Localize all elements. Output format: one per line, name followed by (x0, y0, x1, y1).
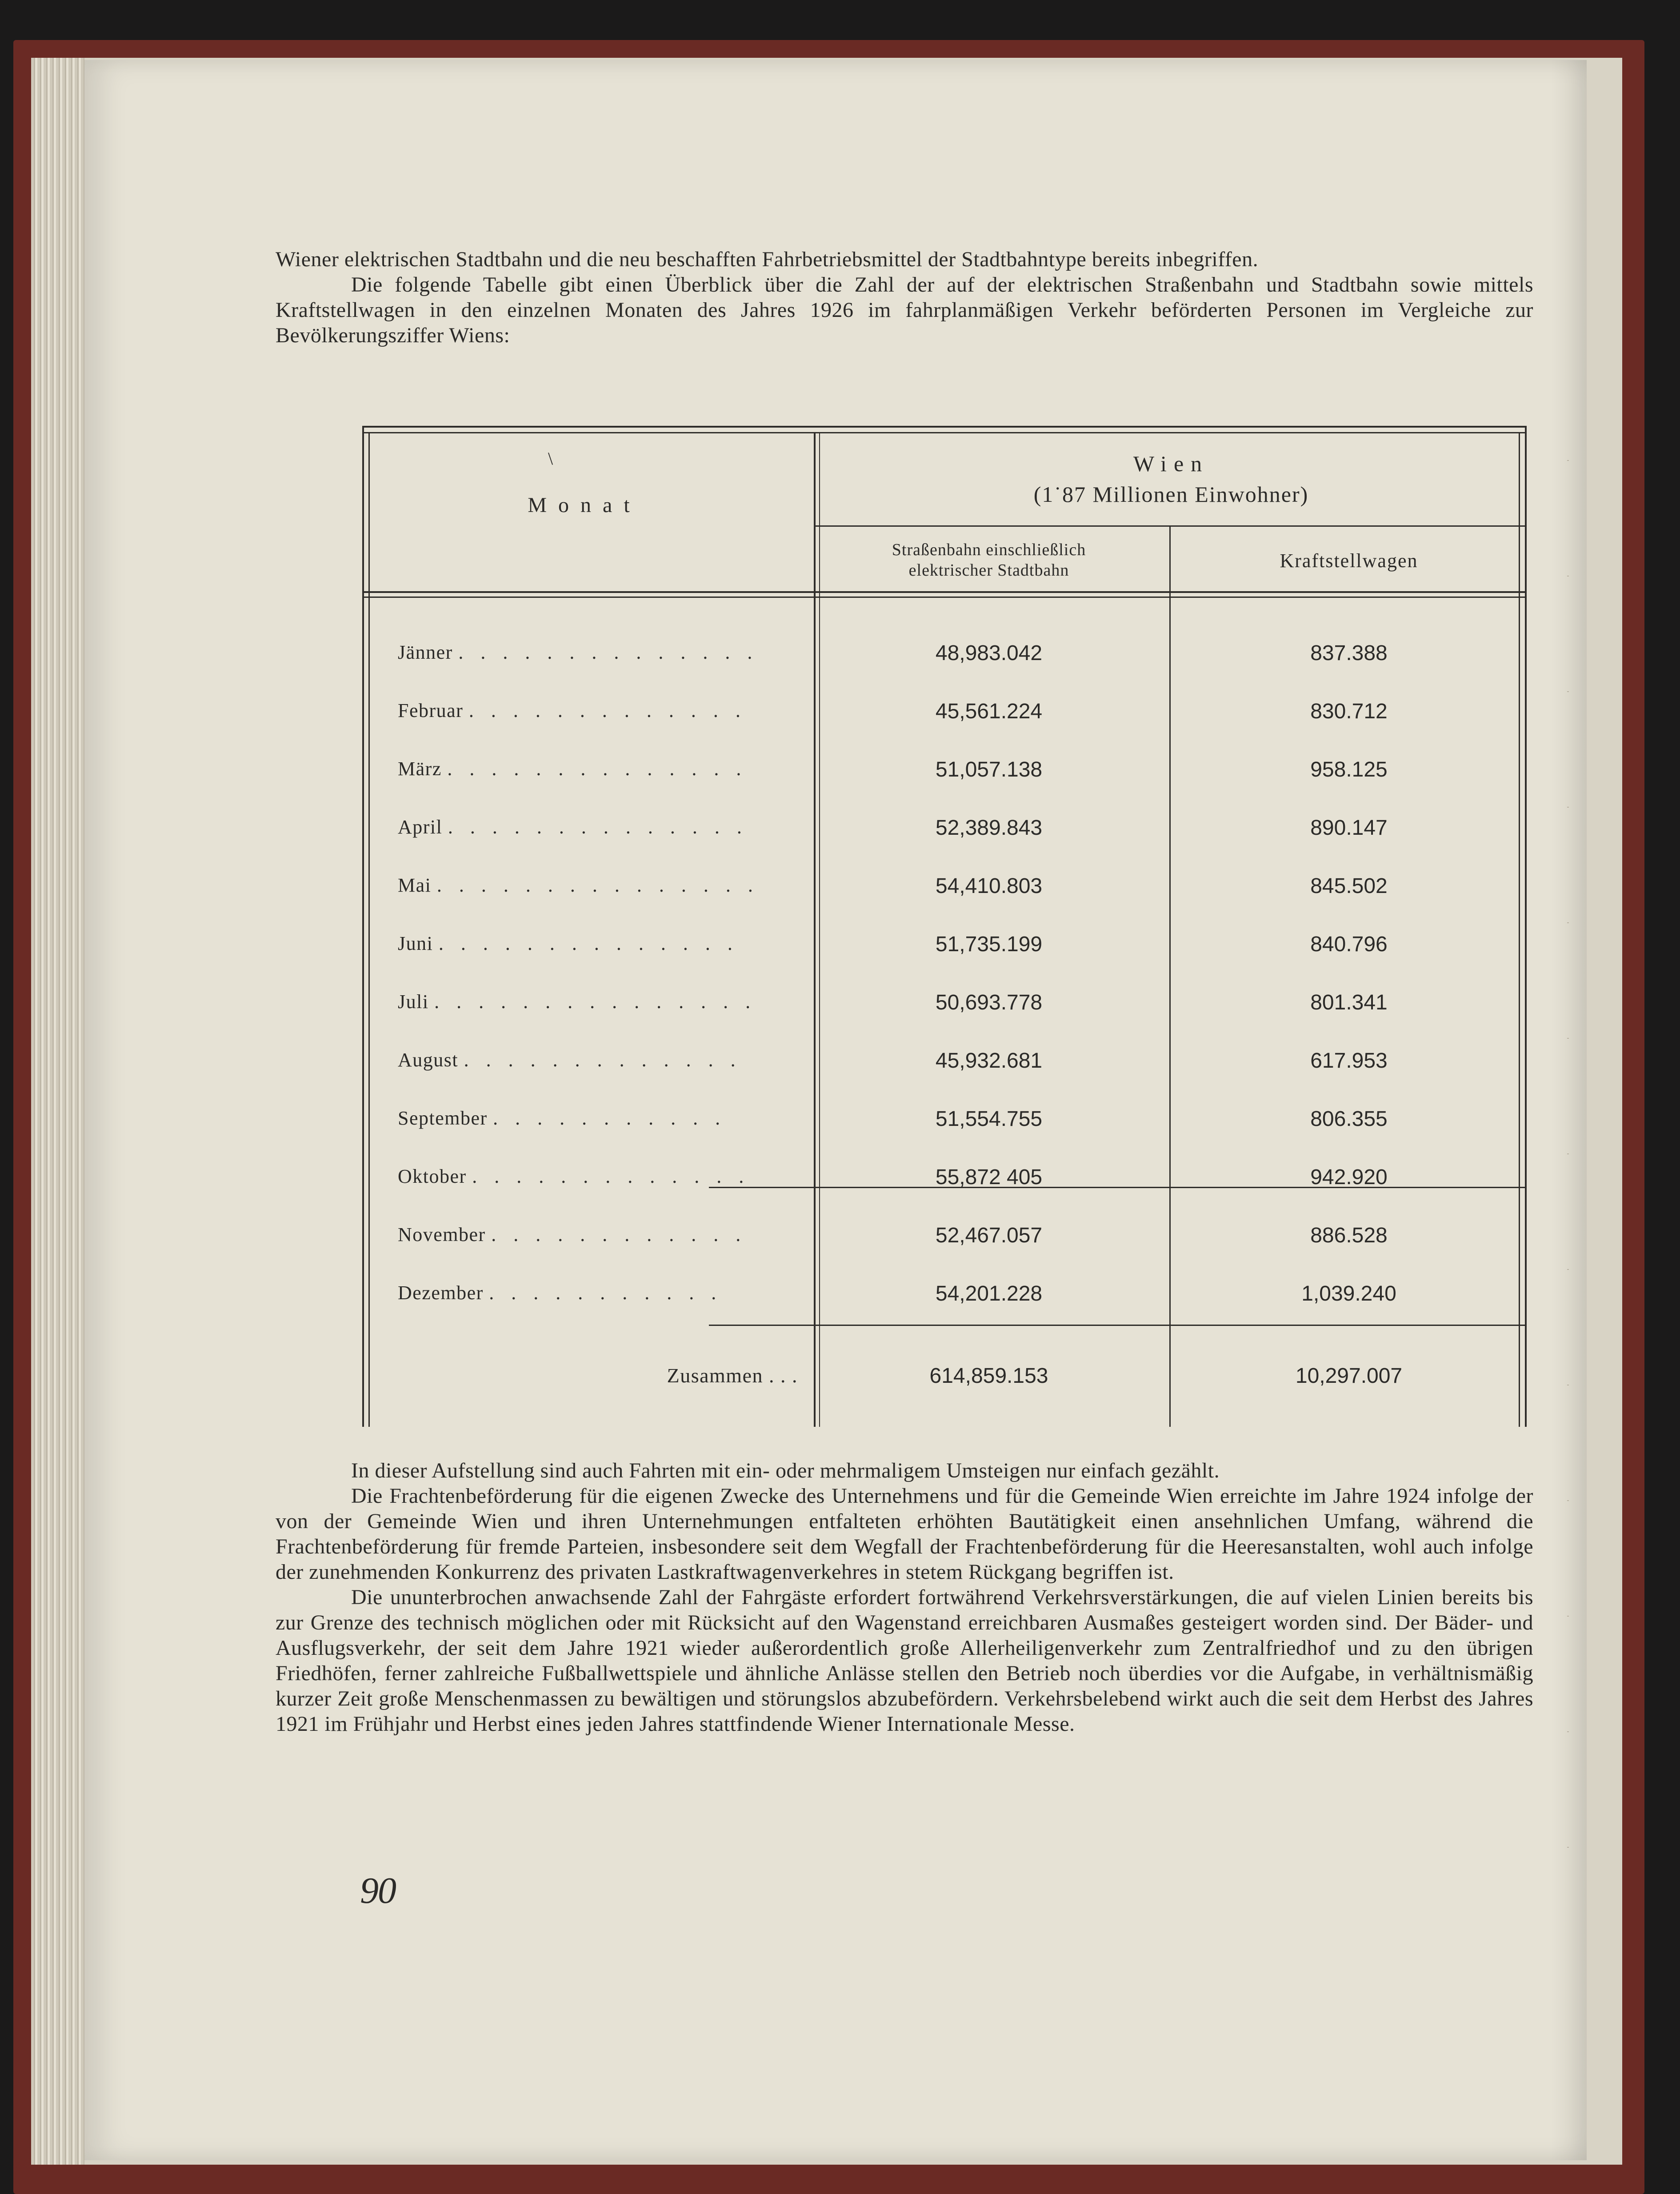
strassenbahn-cell: 54,410.803 (935, 874, 1043, 898)
monat-header: Monat (528, 493, 641, 517)
total-strassenbahn: 614,859.153 (929, 1364, 1048, 1388)
month-cell: Februar . . . . . . . . . . . . . (398, 700, 747, 721)
kraftstellwagen-cell: 1,039.240 (1301, 1282, 1396, 1305)
strassenbahn-cell: 45,932.681 (935, 1049, 1043, 1073)
population-header: (1˙87 Millionen Einwohner) (1033, 482, 1309, 507)
month-cell: Mai . . . . . . . . . . . . . . . (398, 874, 759, 896)
month-cell: Dezember . . . . . . . . . . . (398, 1282, 723, 1304)
month-cell: Juni . . . . . . . . . . . . . . (398, 933, 739, 954)
month-cell: Juli . . . . . . . . . . . . . . . (398, 991, 757, 1013)
gutter-shadow (1551, 60, 1587, 2160)
strassenbahn-cell: 51,554.755 (935, 1107, 1043, 1131)
month-cell: März . . . . . . . . . . . . . . (398, 758, 748, 780)
outro-text (276, 1458, 1533, 1737)
kraftstellwagen-header: Kraftstellwagen (1280, 550, 1418, 572)
month-cell: Jänner . . . . . . . . . . . . . . (398, 641, 759, 663)
total-separator-rule (709, 1325, 1527, 1326)
strassenbahn-cell: 52,389.843 (935, 816, 1043, 840)
kraftstellwagen-cell: 840.796 (1310, 933, 1388, 956)
month-cell: August . . . . . . . . . . . . . (398, 1049, 742, 1071)
month-cell: Oktober . . . . . . . . . . . . . (398, 1165, 750, 1187)
total-kraftstellwagen: 10,297.007 (1295, 1364, 1403, 1388)
kraftstellwagen-cell: 845.502 (1310, 874, 1388, 898)
outro-paragraph-2: Die Frachtenbeförderung für die eigenen Zwecke des Unternehmens und für die Gemeinde Wien erreichte im Jahre 1924 infolge der von der Gemeinde Wien und ihren Unternehmungen entfalteten erhöhten Bautätigkeit einen ansehnlichen Umfang, während die Frachtenbeförderung für fremde Parteien, insbesondere seit dem Wegfall der Frachtenbeförderung für die Heeresanstalten, wohl auch infolge der zunehmenden Konkurrenz des privaten Lastkraftwagenverkehres in stetem Rückgang begriffen ist. (276, 1484, 1533, 1584)
outro-paragraph-3: Die ununterbrochen anwachsende Zahl der Fahrgäste erfordert fortwährend Verkehrsverstärkungen, die auf vielen Linien bereits bis zur Grenze des technisch möglichen oder mit Rücksicht auf den Wagenstand erreichbaren Ausmaßes gesteigert worden sind. Der Bäder- und Ausflugsverkehr, der seit dem Jahre 1921 wieder außerordentlich große Allerheiligenverkehr zum Zentralfriedhof und zu den übrigen Friedhöfen, ferner zahlreiche Fußballwettspiele und ähnliche Anlässe stellen den Betrieb noch überdies vor die Aufgabe, in verhältnismäßig kurzer Zeit große Menschenmassen zu bewältigen und störungslos abzubefördern. Verkehrsbelebend wirkt auch die seit dem Herbst des Jahres 1921 im Frühjahr und Herbst eines jeden Jahres stattfindende Wiener Internationale Messe. (276, 1585, 1533, 1736)
kraftstellwagen-cell: 806.355 (1310, 1107, 1388, 1131)
month-cell: September . . . . . . . . . . . (398, 1107, 727, 1129)
kraftstellwagen-cell: 617.953 (1310, 1049, 1388, 1073)
strassenbahn-cell: 50,693.778 (935, 991, 1043, 1014)
kraftstellwagen-cell: 890.147 (1310, 816, 1388, 840)
tick-mark: \ (548, 448, 553, 468)
intro-paragraph: Die folgende Tabelle gibt einen Überblick über die Zahl der auf der elektrischen Straßenbahn und Stadtbahn sowie mittels Kraftstellwagen in den einzelnen Monaten des Jahres 1926 im fahrplanmäßigen Verkehr beförderten Personen im Vergleiche zur Bevölkerungsziffer Wiens: (276, 273, 1533, 347)
total-label: Zusammen . . . (667, 1364, 798, 1387)
intro-text (276, 247, 1533, 348)
strassenbahn-cell: 48,983.042 (935, 641, 1043, 665)
wien-header: Wien (1133, 451, 1209, 476)
outro-paragraph-1: In dieser Aufstellung sind auch Fahrten mit ein- oder mehrmaligem Umsteigen nur einfach gezählt. (351, 1459, 1220, 1482)
month-cell: April . . . . . . . . . . . . . . (398, 816, 748, 838)
strassenbahn-cell: 55,872 405 (935, 1165, 1043, 1189)
strassenbahn-header-line2: elektrischer Stadtbahn (908, 561, 1069, 580)
intro-line: Wiener elektrischen Stadtbahn und die neu beschafften Fahrbetriebsmittel der Stadtbahntype bereits inbegriffen. (276, 248, 1259, 271)
kraftstellwagen-cell: 837.388 (1310, 641, 1388, 665)
month-cell: November . . . . . . . . . . . . (398, 1224, 747, 1245)
page-number: 90 (360, 1870, 396, 1911)
kraftstellwagen-cell: 801.341 (1310, 991, 1388, 1014)
strassenbahn-cell: 45,561.224 (935, 700, 1043, 723)
strassenbahn-cell: 51,057.138 (935, 758, 1043, 781)
strassenbahn-cell: 54,201.228 (935, 1282, 1043, 1305)
kraftstellwagen-cell: 942.920 (1310, 1165, 1388, 1189)
table-total-layer (362, 426, 1527, 1427)
strassenbahn-cell: 52,467.057 (935, 1224, 1043, 1247)
strassenbahn-cell: 51,735.199 (935, 933, 1043, 956)
strassenbahn-header-line1: Straßenbahn einschließlich (892, 540, 1086, 559)
kraftstellwagen-cell: 830.712 (1310, 700, 1388, 723)
page-ruler-marks (1567, 460, 1569, 1927)
kraftstellwagen-cell: 886.528 (1310, 1224, 1388, 1247)
kraftstellwagen-cell: 958.125 (1310, 758, 1388, 781)
